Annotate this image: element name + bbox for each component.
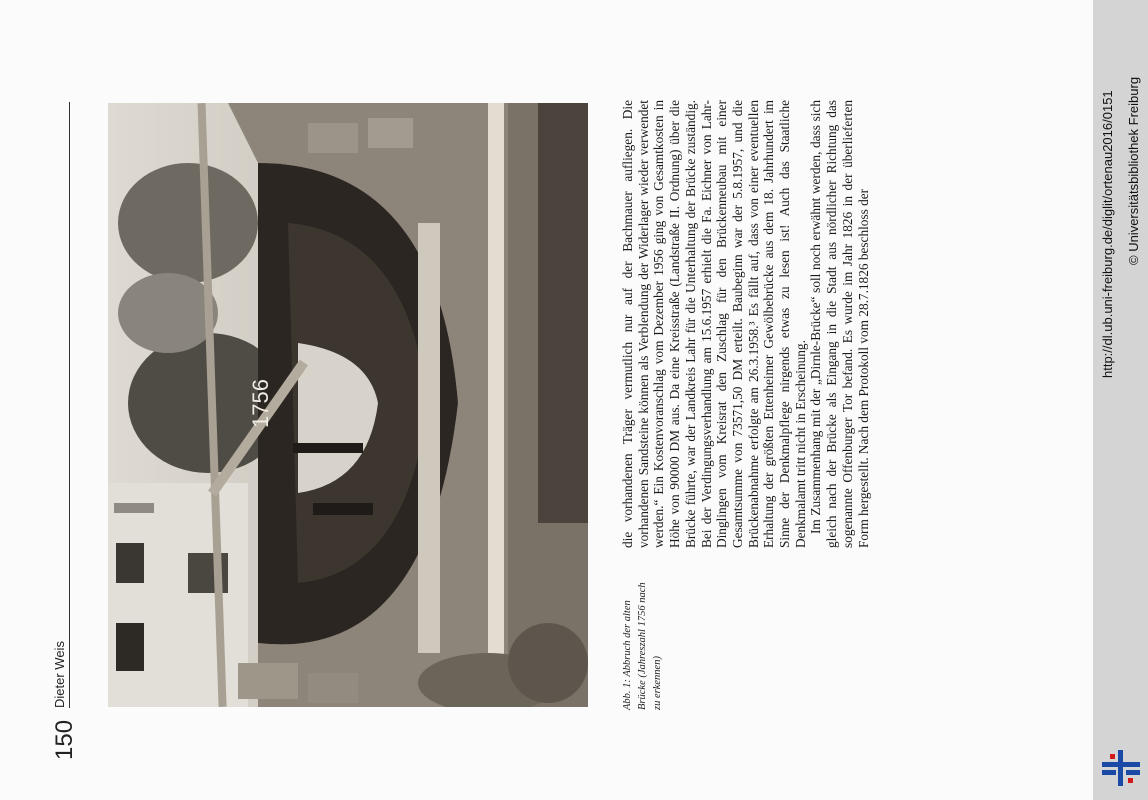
- ub-freiburg-logo-icon: [1100, 748, 1142, 788]
- figure-caption: Abb. 1: Abbruch der alten Brücke (Jahreszahl 1756 nach zu erkennen): [622, 582, 663, 710]
- header-rule: [69, 102, 70, 708]
- paragraph: die vorhandenen Träger vermutlich nur auf der Bachmauer aufliegen. Die vorhandenen Sandsteine können als Verblendung der Widerlager wieder verwendet werden.“ Ein Kostenvoranschlag vom Dezember 1956 ging von Gesamtkosten in Höhe von 90000 DM aus. Da eine Kreisstraße (Landstraße II. Ordnung) über die Brücke führte, war der Landkreis Lahr für die Unterhaltung der Brücke zuständig. Bei der Verdingungsverhandlung am 15.6.1957 erhielt die Fa. Eichner von Lahr-Dinglingen vom Kreisrat den Zuschlag für den Brückenneubau mit einer Gesamtsumme von 73571,50 DM erteilt. Baubeginn war der 5.8.1957, und die Brückenabnahme erfolgte am 26.3.1958.³ Es fällt auf, dass von einer eventuellen Erhaltung der größten Ettenheimer Gewölbebrücke aus dem 18. Jahrhundert im Sinne der Denkmalpflege nirgends etwas zu lesen ist! Auch das Staatliche Denkmalamt tritt nicht in Erscheinung.: [620, 100, 808, 548]
- body-text: [620, 100, 1040, 548]
- source-url-link[interactable]: http://dl.ub.uni-freiburg.de/diglit/ortenau2016/0151: [1100, 90, 1115, 378]
- page-number: 150: [51, 719, 78, 760]
- running-header-author: Dieter Weis: [52, 641, 67, 708]
- copyright-notice: © Universitätsbibliothek Freiburg: [1126, 76, 1141, 265]
- bridge-demolition-photo: [108, 103, 588, 707]
- year-inscription: 1756: [248, 379, 273, 428]
- paragraph: Im Zusammenhang mit der „Dirnle-Brücke“ soll noch erwähnt werden, dass sich gleich nach der Brücke als Eingang in die Stadt aus nördlicher Richtung das sogenannte Offenburger Tor befand. Es wurde im Jahr 1826 in der überlieferten Form hergestellt. Nach dem Protokoll vom 28.7.1826 beschloss der: [808, 100, 871, 548]
